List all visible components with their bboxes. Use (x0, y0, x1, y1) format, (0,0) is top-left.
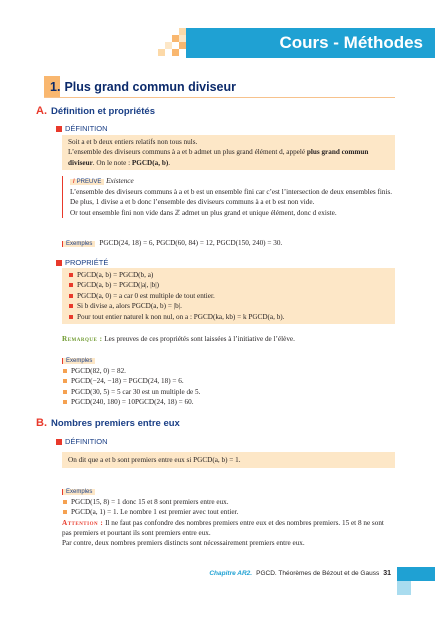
definition-b-tag: DÉFINITION (56, 437, 108, 448)
subsection-a-letter: A. (36, 105, 47, 117)
preuve-line-3: Or tout ensemble fini non vide dans ℤ admet un plus grand et unique élément, donc d existe. (70, 208, 337, 217)
subsection-a-text: Définition et propriétés (51, 106, 155, 117)
subsection-b-title (36, 416, 180, 432)
examples-2-item: PGCD(30, 5) = 5 car 30 est un multiple de 5. (62, 387, 395, 397)
propriete-item: Si b divise a, alors PGCD(a, b) = |b|. (68, 301, 389, 311)
propriete-tag: PROPRIÉTÉ (56, 258, 108, 269)
remarque-text: Les preuves de ces propriétés sont laissées à l’initiative de l’élève. (104, 335, 295, 343)
definition-line2 (68, 147, 389, 168)
preuve-block (62, 176, 395, 218)
header-title: Cours - Méthodes (279, 33, 423, 52)
examples-3-item: PGCD(15, 8) = 1 donc 15 et 8 sont premiers entre eux. (62, 497, 395, 507)
definition-line2-end: . On le note : (92, 158, 132, 167)
section-number: 1. (50, 80, 61, 94)
footer-chapter: Chapitre AR2. (209, 570, 253, 577)
section-title (50, 78, 236, 96)
examples-1-tag: Exemples (62, 241, 95, 247)
definition-line1: Soit a et b deux entiers relatifs non tous nuls. (68, 138, 198, 146)
header-decoration (158, 28, 186, 56)
footer-page-number: 31 (383, 570, 391, 577)
definition-period: . (168, 158, 171, 167)
examples-1-text: PGCD(24, 18) = 6, PGCD(60, 84) = 12, PGCD(150, 240) = 30. (99, 239, 283, 247)
subsection-a-title (36, 104, 155, 120)
attention-para (62, 518, 395, 539)
propriete-box (62, 268, 395, 324)
preuve-slash-icon: / (73, 179, 75, 185)
attention-line2: Par contre, deux nombres premiers distincts sont nécessairement premiers entre eux. (62, 539, 305, 548)
propriete-item: PGCD(a, b) = PGCD(|a|, |b|) (68, 280, 389, 290)
footer-title: PGCD. Théorèmes de Bézout et de Gauss (256, 570, 380, 577)
preuve-line-2: De plus, 1 divise a et b donc l’ensemble des diviseurs communs à a et b est non vide. (70, 198, 315, 207)
section-rule (44, 97, 395, 98)
preuve-title: Existence (106, 177, 134, 185)
preuve-tag (70, 179, 104, 185)
examples-2-item: PGCD(−24, −18) = PGCD(24, 18) = 6. (62, 376, 395, 386)
examples-2 (62, 355, 395, 407)
examples-3 (62, 486, 395, 549)
footer (209, 566, 391, 581)
definition-notation: PGCD(a, b) (131, 158, 169, 167)
propriete-item: PGCD(a, b) = PGCD(b, a) (68, 270, 389, 280)
remarque-tag: Remarque : (62, 335, 103, 343)
footer-bar-light (397, 581, 411, 595)
preuve-tag-text: PREUVE (76, 179, 102, 185)
preuve-line-1: L’ensemble des diviseurs communs à a et b est un ensemble fini car c’est l’intersection de deux ensembles finis. (70, 187, 393, 196)
definition-line2-start: L’ensemble des diviseurs communs à a et b admet un plus grand élément d, appelé (68, 148, 307, 157)
subsection-b-text: Nombres premiers entre eux (51, 418, 180, 429)
definition-tag: DÉFINITION (56, 124, 108, 135)
subsection-b-letter: B. (36, 417, 47, 429)
propriete-item: Pour tout entier naturel k non nul, on a : PGCD(ka, kb) = k PGCD(a, b). (68, 312, 389, 322)
examples-3-tag: Exemples (62, 489, 95, 495)
attention-tag: Attention : (62, 518, 104, 527)
examples-2-item: PGCD(82, 0) = 82. (62, 366, 395, 376)
examples-3-item: PGCD(a, 1) = 1. Le nombre 1 est premier avec tout entier. (62, 507, 395, 517)
definition-term: plus grand commun diviseur (68, 148, 369, 167)
section-title-text: Plus grand commun diviseur (64, 80, 237, 94)
definition-box (62, 135, 395, 170)
examples-2-item: PGCD(240, 180) = 10PGCD(24, 18) = 60. (62, 397, 395, 407)
examples-2-tag: Exemples (62, 358, 95, 364)
footer-bar (397, 567, 435, 581)
remarque (62, 334, 395, 344)
attention-text: Il ne faut pas confondre des nombres premiers entre eux et des nombres premiers. 15 et 8 ne sont pas premiers et pourtant ils sont premiers entre eux. (62, 518, 384, 537)
definition-b-box (62, 452, 395, 468)
examples-1 (62, 238, 395, 249)
propriete-item: PGCD(a, 0) = a car 0 est multiple de tout entier. (68, 291, 389, 301)
definition-b-text: On dit que a et b sont premiers entre eux si PGCD(a, b) = 1. (68, 456, 241, 464)
